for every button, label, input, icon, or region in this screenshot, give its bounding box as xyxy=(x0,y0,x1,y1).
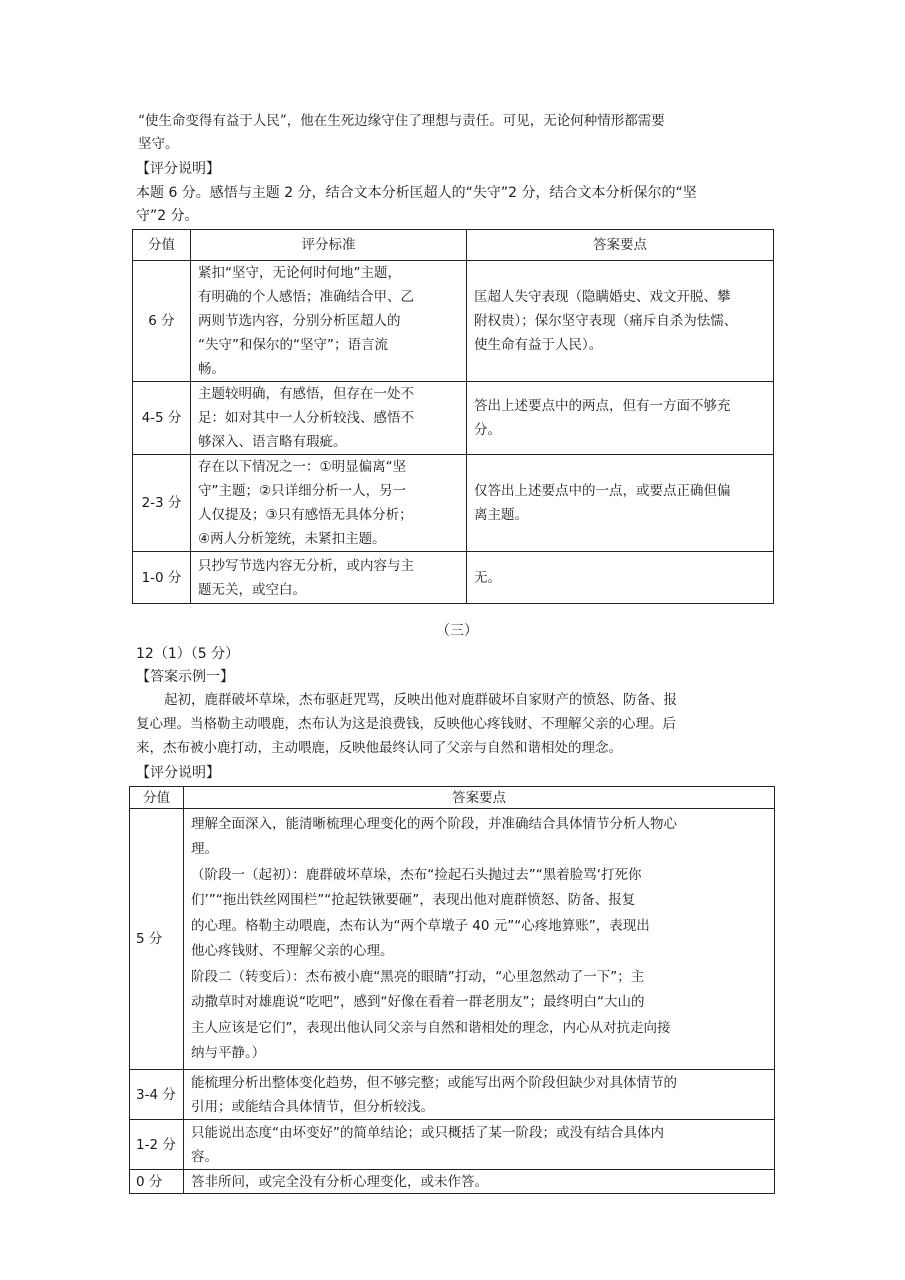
paragraph-line: “使生命变得有益于人民”，他在生死边缘守住了理想与责任。可见，无论何种情形都需要 xyxy=(138,113,665,129)
table-row xyxy=(133,382,774,455)
score-cell: 6 分 xyxy=(133,261,191,382)
score-cell: 1-0 分 xyxy=(133,552,191,604)
scoring-note-heading: 【评分说明】 xyxy=(136,161,220,177)
scoring-note-line: 守”2 分。 xyxy=(136,208,199,224)
scoring-note-line: 本题 6 分。感悟与主题 2 分，结合文本分析匡超人的“失守”2 分，结合文本分析保尔的“坚 xyxy=(136,185,697,201)
criteria-cell: 只抄写节选内容无分析，或内容与主 题无关，或空白。 xyxy=(191,552,467,604)
points-cell: 仅答出上述要点中的一点，或要点正确但偏 离主题。 xyxy=(467,455,774,552)
criteria-cell: 主题较明确，有感悟，但存在一处不 足：如对其中一人分析较浅、感悟不 够深入、语言略有瑕疵。 xyxy=(191,382,467,455)
table-header-row xyxy=(130,787,775,809)
header-points: 答案要点 xyxy=(467,230,774,261)
answer-example-line: 来，杰布被小鹿打动，主动喂鹿，反映他最终认同了父亲与自然和谐相处的理念。 xyxy=(136,740,622,756)
table-row xyxy=(130,1170,775,1194)
criteria-cell: 紧扣“坚守，无论何时何地”主题， 有明确的个人感悟；准确结合甲、乙 两则节选内容，分别分析匡超人的 “失守”和保尔的“坚守”；语言流 畅。 xyxy=(191,261,467,382)
points-cell: 匡超人失守表现（隐瞒婚史、戏文开脱、攀 附权贵）；保尔坚守表现（痛斥自杀为怯懦、 使生命有益于人民）。 xyxy=(467,261,774,382)
paragraph-line: 坚守。 xyxy=(138,136,179,152)
table-row xyxy=(130,1070,775,1120)
points-cell: 无。 xyxy=(467,552,774,604)
scoring-note-heading: 【评分说明】 xyxy=(136,765,220,781)
answer-example-line: 起初，鹿群破坏草垛，杰布驱赶咒骂，反映出他对鹿群破坏自家财产的愤怒、防备、报 xyxy=(164,692,677,708)
criteria-cell: 存在以下情况之一：①明显偏离“坚 守”主题；②只详细分析一人，另一 人仅提及；③只有感悟无具体分析； ④两人分析笼统，未紧扣主题。 xyxy=(191,455,467,552)
score-cell: 4-5 分 xyxy=(133,382,191,455)
table-row xyxy=(133,455,774,552)
table-row xyxy=(130,1120,775,1170)
header-criteria: 评分标准 xyxy=(191,230,467,261)
table-row xyxy=(130,809,775,1070)
score-cell: 5 分 xyxy=(130,809,184,1070)
answer-example-line: 复心理。当格勒主动喂鹿，杰布认为这是浪费钱，反映他心疼钱财、不理解父亲的心理。后 xyxy=(136,716,676,732)
table-header-row xyxy=(133,230,774,261)
scoring-table-2 xyxy=(129,786,775,1194)
section-title: （三） xyxy=(436,623,478,639)
points-cell: 能梳理分析出整体变化趋势，但不够完整；或能写出两个阶段但缺少对具体情节的 引用；或能结合具体情节，但分析较浅。 xyxy=(184,1070,775,1120)
table-row xyxy=(133,261,774,382)
score-cell: 0 分 xyxy=(130,1170,184,1194)
points-cell: 只能说出态度“由坏变好”的简单结论；或只概括了某一阶段；或没有结合具体内 容。 xyxy=(184,1120,775,1170)
points-cell: 答非所问，或完全没有分析心理变化，或未作答。 xyxy=(184,1170,775,1194)
points-cell: 理解全面深入，能清晰梳理心理变化的两个阶段，并准确结合具体情节分析人物心 理。 （阶段一（起初）：鹿群破坏草垛，杰布“捡起石头抛过去”“黑着脸骂‘打死你 们’”“拖出铁丝网围栏”“抢起铁锹要砸”，表现出他对鹿群愤怒、防备、报复 的心理。格勒主动喂鹿，杰布认为“两个草墩子 40 元”“心疼地算账”，表现出 他心疼钱财、不理解父亲的心理。 阶段二（转变后）：杰布被小鹿“黑亮的眼睛”打动，“心里忽然动了一下”；主 动撒草时对雄鹿说“吃吧”，感到“好像在看着一群老朋友”；最终明白“大山的 主人应该是它们”，表现出他认同父亲与自然和谐相处的理念，内心从对抗走向接 纳与平静。） xyxy=(184,809,775,1070)
score-cell: 2-3 分 xyxy=(133,455,191,552)
header-points: 答案要点 xyxy=(184,787,775,809)
table-row xyxy=(133,552,774,604)
header-score: 分值 xyxy=(133,230,191,261)
score-cell: 1-2 分 xyxy=(130,1120,184,1170)
scoring-table-1 xyxy=(132,229,774,604)
points-cell: 答出上述要点中的两点，但有一方面不够充 分。 xyxy=(467,382,774,455)
question-label: 12（1）（5 分） xyxy=(136,646,240,662)
answer-example-heading: 【答案示例一】 xyxy=(136,669,234,685)
header-score: 分值 xyxy=(130,787,184,809)
score-cell: 3-4 分 xyxy=(130,1070,184,1120)
